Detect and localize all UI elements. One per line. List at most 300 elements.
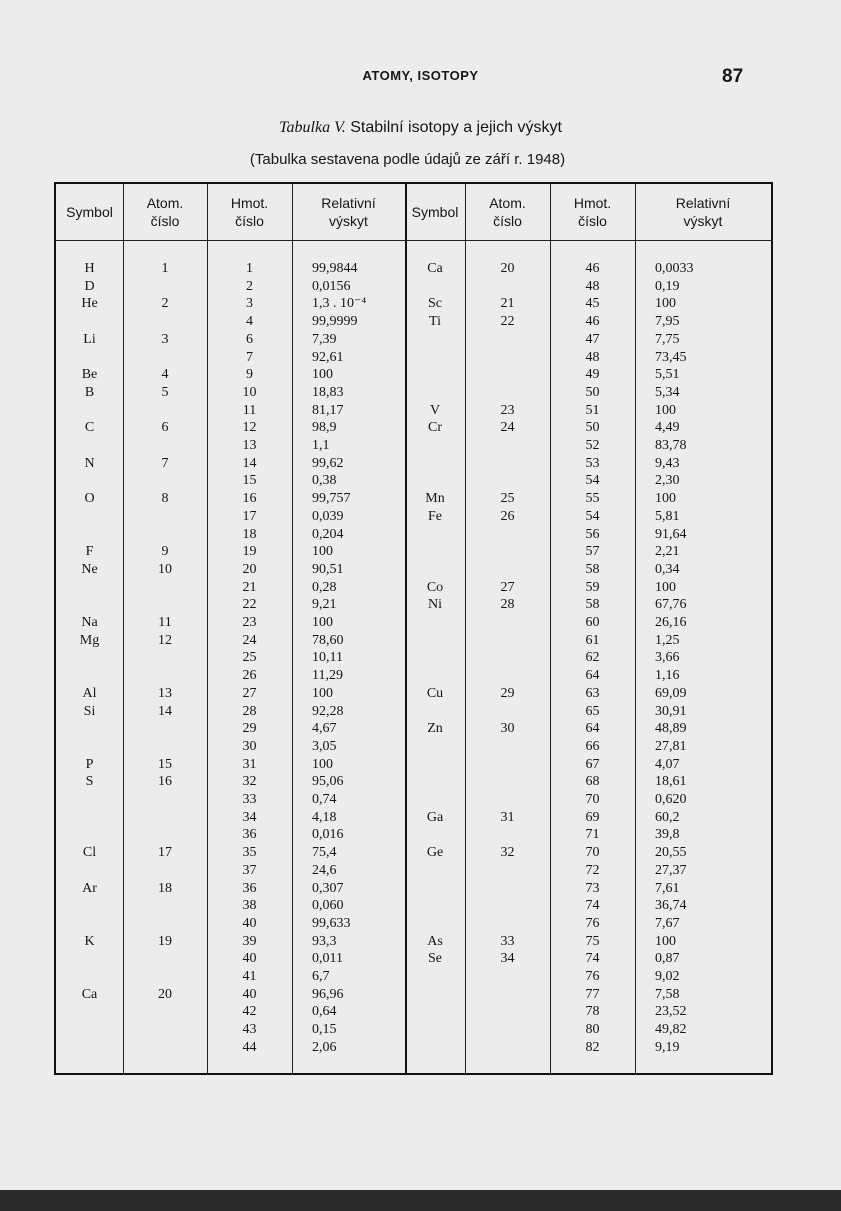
cell-relative-abundance: 5,81 — [655, 508, 680, 524]
cell-mass-number: 1 — [246, 261, 253, 276]
cell-mass-number: 54 — [585, 508, 600, 524]
cell-mass-number: 12 — [242, 420, 257, 436]
cell-mass-number: 71 — [585, 827, 600, 843]
cell-symbol: Ne — [81, 561, 98, 577]
cell-symbol: K — [84, 933, 95, 949]
cell-relative-abundance: 92,28 — [312, 703, 344, 719]
cell-mass-number: 75 — [585, 933, 600, 949]
table-row — [56, 596, 771, 613]
cell-relative-abundance: 0,011 — [312, 951, 343, 967]
cell-mass-number: 24 — [242, 632, 257, 648]
cell-mass-number: 76 — [585, 915, 600, 931]
cell-mass-number: 31 — [242, 756, 257, 772]
col-header-relative-abundance-right: Relativní výskyt — [675, 195, 731, 229]
table-row — [56, 579, 771, 596]
cell-relative-abundance: 0,0156 — [312, 278, 351, 294]
cell-symbol: Zn — [427, 721, 443, 737]
cell-relative-abundance: 0,016 — [312, 827, 344, 843]
cell-relative-abundance: 99,9999 — [312, 314, 358, 330]
cell-relative-abundance: 0,19 — [655, 278, 680, 294]
cell-atomic-number: 13 — [158, 685, 172, 701]
table-row — [56, 543, 771, 560]
table-row — [56, 1021, 771, 1038]
cell-atomic-number: 32 — [500, 845, 515, 861]
cell-relative-abundance: 93,3 — [312, 933, 337, 949]
cell-relative-abundance: 48,89 — [655, 721, 687, 737]
cell-relative-abundance: 100 — [312, 544, 333, 560]
table-row — [56, 915, 771, 932]
cell-mass-number: 48 — [585, 349, 600, 365]
cell-symbol: C — [84, 420, 95, 436]
table-row — [56, 295, 771, 312]
table-row — [56, 880, 771, 897]
cell-atomic-number: 21 — [500, 296, 515, 312]
cell-symbol: Si — [83, 703, 96, 719]
cell-atomic-number: 10 — [158, 561, 172, 577]
cell-relative-abundance: 7,58 — [655, 986, 680, 1002]
cell-mass-number: 74 — [585, 898, 600, 914]
cell-symbol: Ca — [427, 261, 443, 276]
cell-relative-abundance: 9,43 — [655, 455, 680, 471]
cell-relative-abundance: 90,51 — [312, 561, 344, 577]
table-row — [56, 667, 771, 684]
cell-relative-abundance: 18,61 — [655, 774, 687, 790]
cell-mass-number: 54 — [585, 473, 600, 489]
cell-mass-number: 6 — [246, 331, 253, 347]
cell-mass-number: 64 — [585, 668, 600, 684]
table-row — [56, 809, 771, 826]
cell-mass-number: 45 — [585, 296, 600, 312]
cell-relative-abundance: 4,18 — [312, 809, 337, 825]
table-caption — [0, 119, 841, 137]
cell-mass-number: 78 — [585, 1004, 600, 1020]
cell-symbol: H — [84, 261, 95, 276]
table-row — [56, 756, 771, 773]
cell-symbol: F — [85, 544, 94, 560]
cell-relative-abundance: 2,21 — [655, 544, 680, 560]
cell-mass-number: 10 — [242, 384, 257, 400]
cell-atomic-number: 19 — [158, 933, 172, 949]
cell-relative-abundance: 30,91 — [655, 703, 687, 719]
cell-mass-number: 73 — [585, 880, 600, 896]
cell-symbol: Mn — [425, 491, 445, 507]
table-row — [56, 933, 771, 950]
cell-symbol: Ge — [426, 845, 444, 861]
cell-relative-abundance: 1,3 . 10⁻⁴ — [312, 296, 367, 312]
table-row — [56, 862, 771, 879]
cell-relative-abundance: 23,52 — [655, 1004, 687, 1020]
cell-atomic-number: 8 — [161, 491, 169, 507]
table-row — [56, 1003, 771, 1020]
cell-symbol: V — [429, 402, 441, 418]
cell-relative-abundance: 73,45 — [655, 349, 687, 365]
table-row — [56, 773, 771, 790]
cell-relative-abundance: 0,34 — [655, 561, 680, 577]
cell-mass-number: 18 — [242, 526, 257, 542]
cell-relative-abundance: 100 — [655, 933, 676, 949]
cell-relative-abundance: 99,9844 — [312, 261, 358, 276]
cell-relative-abundance: 75,4 — [312, 845, 337, 861]
page-number: 87 — [722, 66, 744, 87]
cell-symbol: Cr — [428, 420, 442, 436]
cell-atomic-number: 18 — [158, 880, 172, 896]
cell-relative-abundance: 18,83 — [312, 384, 344, 400]
cell-relative-abundance: 39,8 — [655, 827, 680, 843]
cell-relative-abundance: 78,60 — [312, 632, 344, 648]
cell-mass-number: 32 — [242, 774, 257, 790]
cell-relative-abundance: 9,21 — [312, 597, 337, 613]
cell-relative-abundance: 9,02 — [655, 969, 680, 984]
cell-relative-abundance: 5,34 — [655, 384, 680, 400]
cell-mass-number: 9 — [246, 367, 253, 383]
cell-relative-abundance: 9,19 — [655, 1039, 680, 1055]
cell-mass-number: 55 — [585, 491, 600, 507]
cell-mass-number: 7 — [246, 349, 253, 365]
table-row — [56, 738, 771, 755]
cell-relative-abundance: 60,2 — [655, 809, 680, 825]
table-title: Stabilní isotopy a jejich výskyt — [350, 119, 562, 136]
cell-symbol: B — [84, 384, 95, 400]
cell-atomic-number: 3 — [161, 331, 169, 347]
scan-edge — [0, 1190, 841, 1211]
cell-relative-abundance: 100 — [312, 756, 333, 772]
table-row — [56, 419, 771, 436]
cell-mass-number: 15 — [242, 473, 257, 489]
table-row — [56, 437, 771, 454]
cell-atomic-number: 34 — [500, 951, 515, 967]
cell-mass-number: 29 — [242, 721, 257, 737]
cell-relative-abundance: 24,6 — [312, 862, 337, 878]
cell-relative-abundance: 1,16 — [655, 668, 680, 684]
cell-atomic-number: 26 — [500, 508, 515, 524]
cell-mass-number: 25 — [242, 650, 257, 666]
cell-relative-abundance: 0,28 — [312, 579, 337, 595]
isotope-table — [54, 182, 773, 1075]
cell-atomic-number: 11 — [158, 615, 172, 630]
cell-atomic-number: 17 — [158, 845, 172, 861]
table-row — [56, 897, 771, 914]
cell-symbol: Be — [81, 367, 98, 383]
cell-mass-number: 65 — [585, 703, 600, 719]
cell-mass-number: 76 — [585, 969, 600, 984]
cell-mass-number: 47 — [585, 331, 600, 347]
cell-relative-abundance: 98,9 — [312, 420, 337, 436]
cell-mass-number: 68 — [585, 774, 600, 790]
cell-symbol: Mg — [79, 632, 100, 648]
cell-relative-abundance: 0,0033 — [655, 261, 694, 276]
cell-mass-number: 23 — [242, 615, 257, 630]
cell-relative-abundance: 1,25 — [655, 632, 680, 648]
cell-mass-number: 36 — [242, 827, 257, 843]
cell-mass-number: 49 — [585, 367, 600, 383]
table-row — [56, 685, 771, 702]
cell-relative-abundance: 7,39 — [312, 331, 337, 347]
cell-mass-number: 57 — [585, 544, 600, 560]
cell-mass-number: 67 — [585, 756, 600, 772]
cell-atomic-number: 30 — [500, 721, 515, 737]
cell-mass-number: 28 — [242, 703, 257, 719]
cell-mass-number: 33 — [242, 792, 257, 807]
cell-mass-number: 59 — [585, 579, 600, 595]
cell-relative-abundance: 100 — [655, 491, 676, 507]
cell-atomic-number: 20 — [158, 986, 172, 1002]
table-note: (Tabulka sestavena podle údajů ze září r. 1948) — [249, 151, 566, 168]
cell-atomic-number: 24 — [500, 420, 515, 436]
cell-mass-number: 50 — [585, 384, 600, 400]
cell-symbol: Li — [83, 331, 96, 347]
cell-symbol: Se — [428, 951, 442, 967]
cell-relative-abundance: 100 — [312, 367, 333, 383]
table-row — [56, 455, 771, 472]
cell-mass-number: 20 — [242, 561, 257, 577]
running-title: ATOMY, ISOTOPY — [362, 68, 479, 83]
cell-mass-number: 48 — [585, 278, 600, 294]
cell-relative-abundance: 0,307 — [312, 880, 344, 896]
cell-relative-abundance: 49,82 — [655, 1022, 687, 1038]
cell-relative-abundance: 7,95 — [655, 314, 680, 330]
cell-mass-number: 11 — [242, 402, 257, 418]
table-label: Tabulka V. — [279, 119, 346, 136]
cell-symbol: Fe — [428, 508, 442, 524]
cell-mass-number: 13 — [242, 438, 257, 453]
cell-relative-abundance: 4,67 — [312, 721, 337, 737]
cell-relative-abundance: 26,16 — [655, 615, 687, 630]
cell-atomic-number: 6 — [161, 420, 169, 436]
col-header-mass-number-right: Hmot. číslo — [573, 195, 612, 229]
cell-mass-number: 64 — [585, 721, 600, 737]
cell-mass-number: 44 — [242, 1039, 257, 1055]
cell-mass-number: 50 — [585, 420, 600, 436]
table-row — [56, 844, 771, 861]
cell-relative-abundance: 100 — [312, 615, 333, 630]
cell-relative-abundance: 5,51 — [655, 367, 680, 383]
table-row — [56, 349, 771, 366]
cell-mass-number: 74 — [585, 951, 600, 967]
cell-mass-number: 53 — [585, 455, 600, 471]
table-row — [56, 649, 771, 666]
cell-relative-abundance: 92,61 — [312, 349, 344, 365]
cell-symbol: Ca — [81, 986, 98, 1002]
cell-symbol: D — [84, 278, 95, 294]
cell-atomic-number: 25 — [500, 491, 515, 507]
cell-relative-abundance: 7,61 — [655, 880, 680, 896]
table-row — [56, 986, 771, 1003]
cell-mass-number: 43 — [242, 1022, 257, 1038]
cell-relative-abundance: 6,7 — [312, 969, 330, 984]
cell-relative-abundance: 100 — [312, 685, 333, 701]
table-row — [56, 1039, 771, 1056]
cell-atomic-number: 28 — [500, 597, 515, 613]
cell-mass-number: 3 — [246, 296, 253, 312]
table-row — [56, 260, 771, 277]
cell-relative-abundance: 91,64 — [655, 526, 687, 542]
cell-mass-number: 80 — [585, 1022, 600, 1038]
cell-atomic-number: 7 — [161, 455, 169, 471]
cell-relative-abundance: 3,66 — [655, 650, 680, 666]
col-header-mass-number: Hmot. číslo — [230, 195, 269, 229]
cell-mass-number: 70 — [585, 845, 600, 861]
cell-relative-abundance: 0,039 — [312, 508, 344, 524]
table-row — [56, 402, 771, 419]
cell-relative-abundance: 100 — [655, 296, 676, 312]
table-row — [56, 331, 771, 348]
cell-symbol: Ar — [82, 880, 97, 896]
cell-mass-number: 41 — [242, 969, 257, 984]
cell-atomic-number: 23 — [500, 402, 515, 418]
cell-relative-abundance: 36,74 — [655, 898, 687, 914]
cell-mass-number: 36 — [242, 880, 257, 896]
table-row — [56, 826, 771, 843]
cell-relative-abundance: 27,81 — [655, 738, 687, 754]
col-header-symbol: Symbol — [66, 204, 113, 220]
table-row — [56, 313, 771, 330]
cell-mass-number: 40 — [242, 986, 257, 1002]
cell-relative-abundance: 99,633 — [312, 915, 351, 931]
cell-mass-number: 26 — [242, 668, 257, 684]
cell-relative-abundance: 0,204 — [312, 526, 344, 542]
table-row — [56, 791, 771, 808]
cell-mass-number: 39 — [242, 933, 257, 949]
cell-mass-number: 82 — [585, 1039, 600, 1055]
cell-symbol: Al — [82, 685, 97, 701]
cell-mass-number: 30 — [242, 738, 257, 754]
table-row — [56, 614, 771, 631]
cell-symbol: As — [427, 933, 443, 949]
cell-mass-number: 35 — [242, 845, 257, 861]
cell-atomic-number: 12 — [158, 632, 172, 648]
cell-symbol: He — [81, 296, 98, 312]
cell-mass-number: 69 — [585, 809, 600, 825]
cell-mass-number: 46 — [585, 261, 600, 276]
table-row — [56, 384, 771, 401]
cell-mass-number: 63 — [585, 685, 600, 701]
cell-relative-abundance: 1,1 — [312, 438, 330, 453]
cell-mass-number: 72 — [585, 862, 600, 878]
cell-symbol: Ti — [429, 314, 441, 330]
cell-mass-number: 27 — [242, 685, 257, 701]
table-row — [56, 366, 771, 383]
table-row — [56, 968, 771, 985]
cell-relative-abundance: 7,75 — [655, 331, 680, 347]
cell-relative-abundance: 69,09 — [655, 685, 687, 701]
cell-mass-number: 62 — [585, 650, 600, 666]
cell-atomic-number: 20 — [500, 261, 515, 276]
cell-relative-abundance: 96,96 — [312, 986, 344, 1002]
cell-relative-abundance: 0,87 — [655, 951, 680, 967]
cell-relative-abundance: 11,29 — [312, 668, 343, 684]
cell-atomic-number: 14 — [158, 703, 172, 719]
table-row — [56, 632, 771, 649]
cell-mass-number: 38 — [242, 898, 257, 914]
cell-relative-abundance: 0,060 — [312, 898, 344, 914]
cell-mass-number: 77 — [585, 986, 600, 1002]
col-header-atomic-number-right: Atom. číslo — [489, 195, 526, 229]
cell-symbol: Ga — [426, 809, 444, 825]
cell-atomic-number: 33 — [500, 933, 515, 949]
cell-atomic-number: 9 — [161, 544, 169, 560]
cell-relative-abundance: 67,76 — [655, 597, 687, 613]
cell-mass-number: 42 — [242, 1004, 257, 1020]
cell-symbol: N — [84, 455, 95, 471]
cell-mass-number: 21 — [242, 579, 257, 595]
cell-atomic-number: 31 — [500, 809, 515, 825]
cell-atomic-number: 27 — [500, 579, 515, 595]
table-row — [56, 703, 771, 720]
cell-atomic-number: 16 — [158, 774, 172, 790]
cell-relative-abundance: 27,37 — [655, 862, 687, 878]
cell-mass-number: 58 — [585, 597, 600, 613]
cell-symbol: Sc — [428, 296, 442, 312]
cell-symbol: S — [85, 774, 94, 790]
cell-atomic-number: 15 — [158, 756, 172, 772]
cell-relative-abundance: 4,07 — [655, 756, 680, 772]
cell-mass-number: 22 — [242, 597, 257, 613]
cell-atomic-number: 4 — [161, 367, 169, 383]
cell-symbol: Cu — [426, 685, 444, 701]
cell-mass-number: 52 — [585, 438, 600, 453]
cell-atomic-number: 22 — [500, 314, 515, 330]
cell-relative-abundance: 0,15 — [312, 1022, 337, 1038]
table-row — [56, 472, 771, 489]
cell-relative-abundance: 100 — [655, 579, 676, 595]
cell-atomic-number: 29 — [500, 685, 515, 701]
table-row — [56, 720, 771, 737]
table-row — [56, 526, 771, 543]
cell-relative-abundance: 10,11 — [312, 650, 343, 666]
cell-relative-abundance: 0,620 — [655, 792, 687, 807]
cell-relative-abundance: 2,30 — [655, 473, 680, 489]
cell-mass-number: 4 — [246, 314, 253, 330]
cell-mass-number: 40 — [242, 915, 257, 931]
cell-mass-number: 14 — [242, 455, 257, 471]
cell-mass-number: 60 — [585, 615, 600, 630]
cell-mass-number: 66 — [585, 738, 600, 754]
cell-mass-number: 34 — [242, 809, 257, 825]
cell-relative-abundance: 100 — [655, 402, 676, 418]
cell-relative-abundance: 7,67 — [655, 915, 680, 931]
cell-relative-abundance: 99,757 — [312, 491, 351, 507]
cell-symbol: Ni — [428, 597, 442, 613]
cell-symbol: P — [85, 756, 94, 772]
cell-relative-abundance: 0,38 — [312, 473, 337, 489]
table-row — [56, 278, 771, 295]
cell-mass-number: 40 — [242, 951, 257, 967]
cell-mass-number: 16 — [242, 491, 257, 507]
cell-atomic-number: 5 — [161, 384, 169, 400]
cell-mass-number: 51 — [585, 402, 600, 418]
cell-mass-number: 56 — [585, 526, 600, 542]
cell-relative-abundance: 0,74 — [312, 792, 337, 807]
cell-mass-number: 70 — [585, 792, 600, 807]
cell-symbol: O — [84, 491, 95, 507]
cell-atomic-number: 1 — [161, 261, 169, 276]
table-row — [56, 508, 771, 525]
table-row — [56, 490, 771, 507]
cell-symbol: Na — [81, 615, 98, 630]
col-header-relative-abundance: Relativní výskyt — [321, 195, 376, 229]
cell-mass-number: 17 — [242, 508, 257, 524]
cell-mass-number: 61 — [585, 632, 600, 648]
cell-mass-number: 58 — [585, 561, 600, 577]
cell-relative-abundance: 3,05 — [312, 738, 337, 754]
cell-mass-number: 37 — [242, 862, 257, 878]
col-header-symbol-right: Symbol — [411, 204, 459, 220]
cell-relative-abundance: 95,06 — [312, 774, 344, 790]
table-row — [56, 950, 771, 967]
cell-symbol: Co — [426, 579, 444, 595]
cell-symbol: Cl — [82, 845, 97, 861]
cell-relative-abundance: 81,17 — [312, 402, 344, 418]
